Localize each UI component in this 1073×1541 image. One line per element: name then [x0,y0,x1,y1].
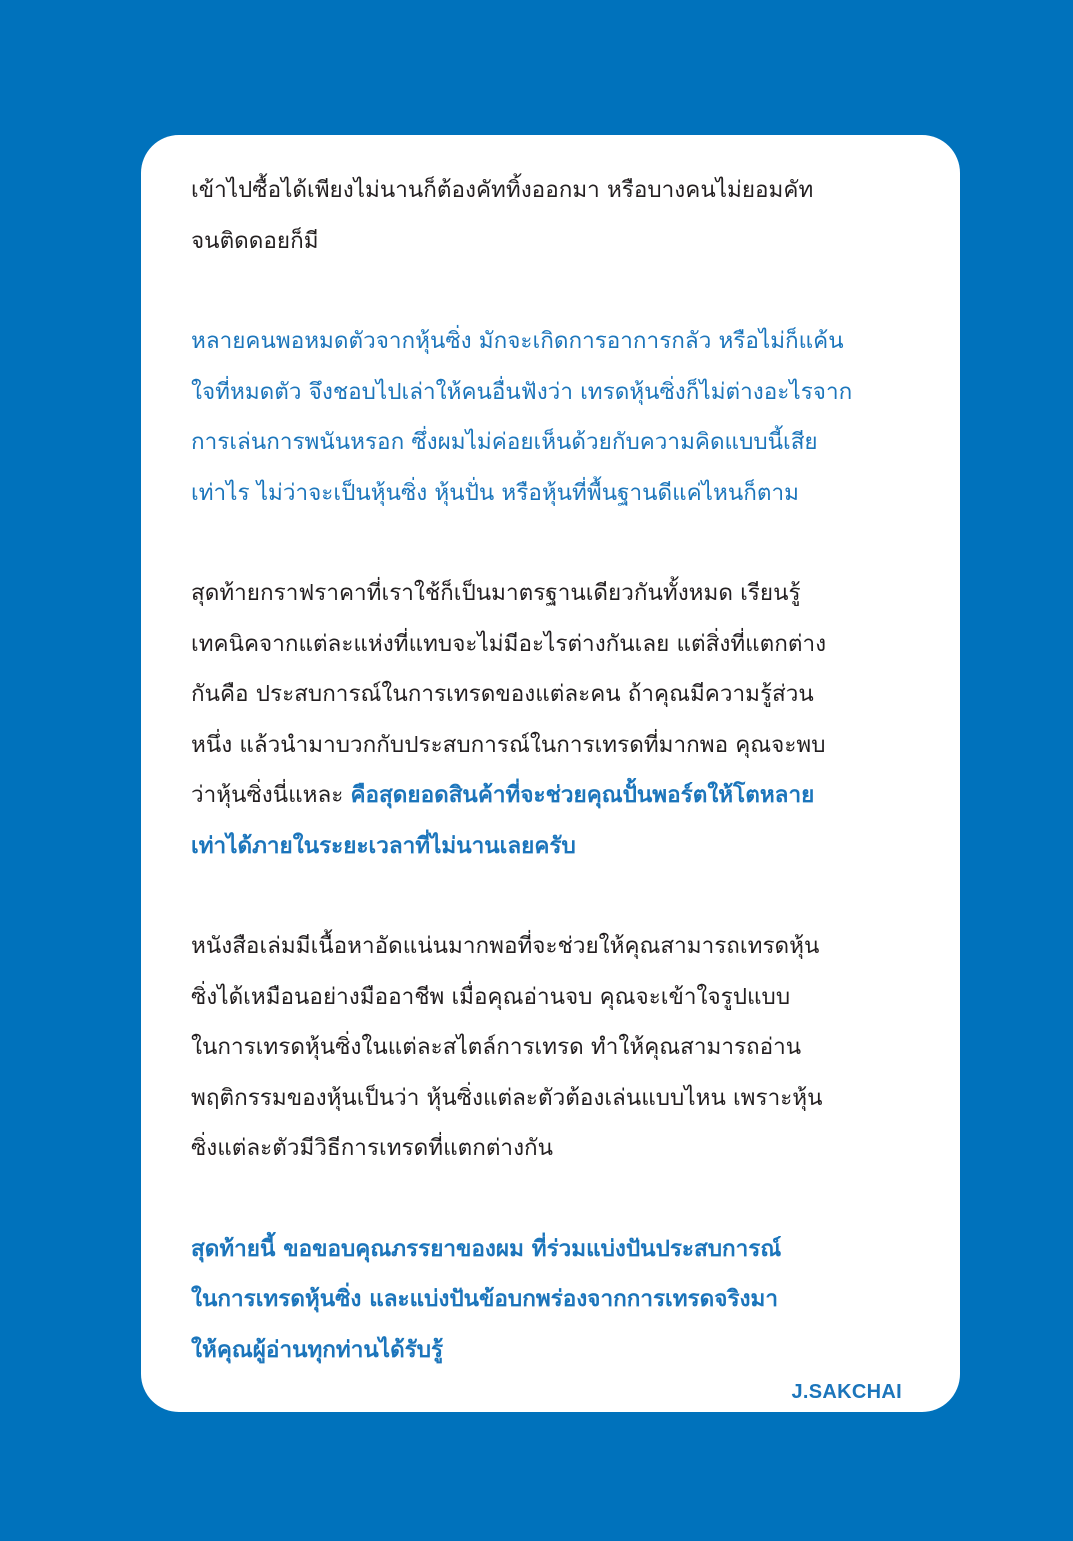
text-line: หลายคนพอหมดตัวจากหุ้นซิ่ง มักจะเกิดการอาการกลัว หรือไม่ก็แค้น [191,328,844,354]
text-line: ให้คุณผู้อ่านทุกท่านได้รับรู้ [191,1336,444,1363]
text-line: สุดท้ายกราฟราคาที่เราใช้ก็เป็นมาตรฐานเดียวกันทั้งหมด เรียนรู้ [191,580,801,606]
text-highlight: คือสุดยอดสินค้าที่จะช่วยคุณปั้นพอร์ตให้โตหลาย [350,782,815,808]
text-line: ในการเทรดหุ้นซิ่ง และแบ่งปันข้อบกพร่องจากการเทรดจริงมา [191,1286,778,1312]
text-line: ใจที่หมดตัว จึงชอบไปเล่าให้คนอื่นฟังว่า เทรดหุ้นซิ่งก็ไม่ต่างอะไรจาก [191,378,853,405]
paragraph-intro [191,165,902,266]
paragraph-fear [191,316,902,518]
paragraph-acknowledgement [191,1224,902,1376]
text-plain: ว่าหุ้นซิ่งนี่แหละ [191,782,351,808]
text-line: สุดท้ายนี้ ขอขอบคุณภรรยาของผม ที่ร่วมแบ่งปันประสบการณ์ [191,1235,782,1262]
text-line [191,770,902,821]
text-highlight: เท่าได้ภายในระยะเวลาที่ไม่นานเลยครับ [191,832,576,859]
paragraph-book-content [191,921,902,1174]
text-line: พฤติกรรมของหุ้นเป็นว่า หุ้นซิ่งแต่ละตัวต้องเล่นแบบไหน เพราะหุ้น [191,1084,823,1111]
author-signature: J.SAKCHAI [791,1381,902,1403]
text-line: ในการเทรดหุ้นซิ่งในแต่ละสไตล์การเทรด ทำให้คุณสามารถอ่าน [191,1034,802,1060]
text-line: เทคนิคจากแต่ละแห่งที่แทบจะไม่มีอะไรต่างกันเลย แต่สิ่งที่แตกต่าง [191,630,827,657]
text-line: จนติดดอยก็มี [191,227,319,254]
text-card [141,135,960,1412]
text-line: กันคือ ประสบการณ์ในการเทรดของแต่ละคน ถ้าคุณมีความรู้ส่วน [191,681,814,707]
text-line: เท่าไร ไม่ว่าจะเป็นหุ้นซิ่ง หุ้นปั่น หรือหุ้นที่พื้นฐานดีแค่ไหนก็ตาม [191,479,799,506]
paragraph-experience [191,568,902,871]
text-line: เข้าไปซื้อได้เพียงไม่นานก็ต้องคัททิ้งออกมา หรือบางคนไม่ยอมคัท [191,177,814,203]
text-line: หนึ่ง แล้วนำมาบวกกับประสบการณ์ในการเทรดที่มากพอ คุณจะพบ [191,731,826,758]
text-line: ซิ่งแต่ละตัวมีวิธีการเทรดที่แตกต่างกัน [191,1135,554,1161]
text-line: หนังสือเล่มมีเนื้อหาอัดแน่นมากพอที่จะช่วยให้คุณสามารถเทรดหุ้น [191,933,820,959]
text-line: ซิ่งได้เหมือนอย่างมืออาชีพ เมื่อคุณอ่านจบ คุณจะเข้าใจรูปแบบ [191,983,791,1010]
text-line: การเล่นการพนันหรอก ซึ่งผมไม่ค่อยเห็นด้วยกับความคิดแบบนี้เสีย [191,429,818,455]
